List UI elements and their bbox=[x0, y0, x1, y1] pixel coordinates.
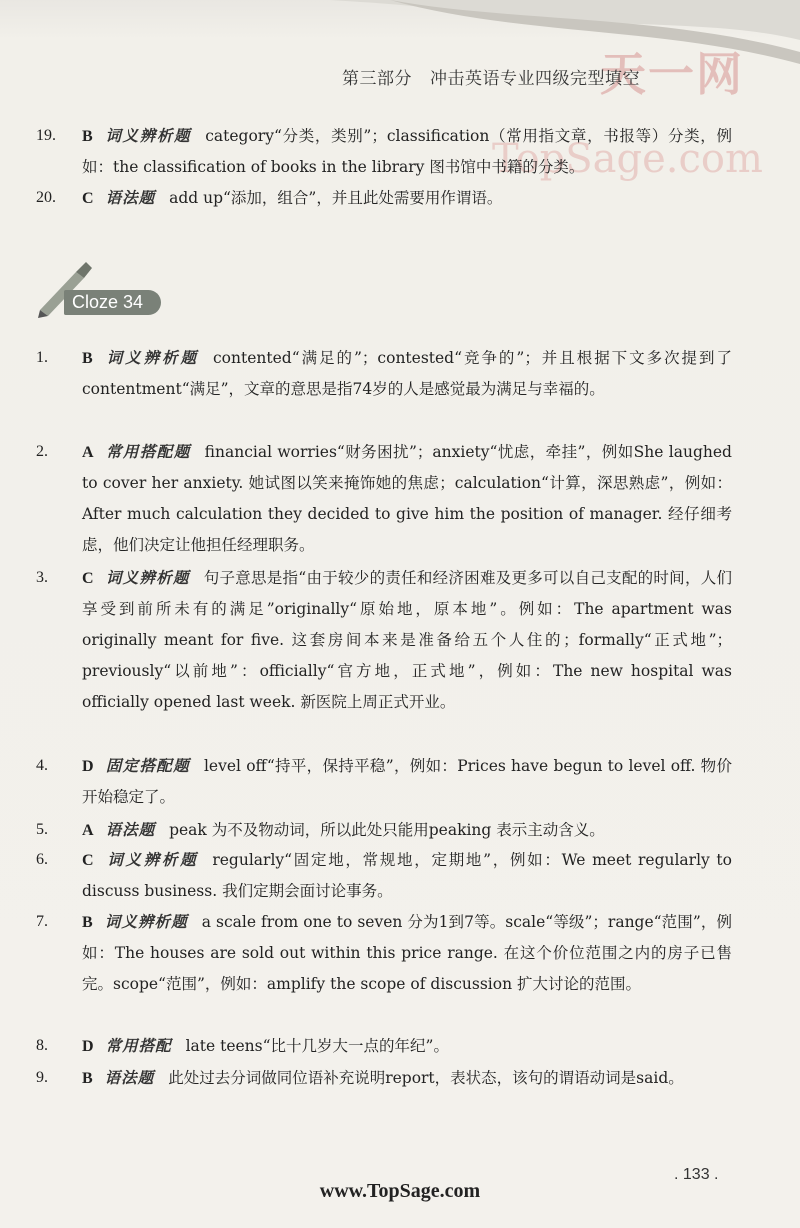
item-answer: D bbox=[82, 758, 94, 775]
header-part: 第三部分 bbox=[342, 69, 412, 89]
item-explanation: category“分类，类别”；classification（常用指文章，书报等）分类，例如：the classification of books in the library 图书馆中书籍的分类。 bbox=[82, 127, 732, 176]
item-explanation: financial worries“财务困扰”；anxiety“忧虑，牵挂”，例如She laughed to cover her anxiety. 她试图以笑来掩饰她的焦虑；calculation“计算，深思熟虑”，例如：After much calculation they decided to give him the position of manager. 经仔细考虑，他们决定让他担任经理职务。 bbox=[82, 443, 732, 554]
list-item bbox=[36, 750, 732, 813]
item-category: 常用搭配题 bbox=[105, 442, 191, 461]
item-category: 语法题 bbox=[104, 1068, 155, 1087]
item-explanation: a scale from one to seven 分为1到7等。scale“等级”；range“范围”，例如：The houses are sold out within this price range. 在这个价位范围之内的房子已售完。scope“范围”，例如：amplify the scope of discussion 扩大讨论的范围。 bbox=[82, 913, 732, 993]
item-answer: B bbox=[82, 350, 93, 367]
item-number: 3. bbox=[36, 569, 48, 586]
item-category: 词义辨析题 bbox=[104, 348, 199, 367]
list-item bbox=[36, 562, 732, 718]
item-category: 语法题 bbox=[105, 820, 156, 839]
item-category: 词义辨析题 bbox=[105, 568, 190, 587]
item-number: 8. bbox=[36, 1037, 48, 1054]
item-category: 词义辨析题 bbox=[105, 850, 199, 869]
list-item bbox=[36, 844, 732, 907]
item-number: 4. bbox=[36, 757, 48, 774]
item-category: 词义辨析题 bbox=[104, 126, 192, 145]
list-item bbox=[36, 436, 732, 561]
item-answer: B bbox=[82, 128, 93, 145]
item-category: 语法题 bbox=[105, 188, 156, 207]
list-item bbox=[36, 1062, 732, 1094]
page-number: . 133 . bbox=[674, 1166, 719, 1183]
watermark-logo: 天一网 bbox=[600, 47, 744, 101]
running-header bbox=[342, 64, 640, 89]
item-explanation: contented“满足的”；contested“竞争的”；并且根据下文多次提到了contentment“满足”，文章的意思是指74岁的人是感觉最为满足与幸福的。 bbox=[82, 349, 732, 398]
list-item bbox=[36, 814, 732, 846]
item-number: 7. bbox=[36, 913, 48, 930]
item-number: 1. bbox=[36, 349, 48, 366]
item-explanation: level off“持平，保持平稳”，例如：Prices have begun to level off. 物价开始稳定了。 bbox=[82, 757, 732, 806]
list-item bbox=[36, 1030, 732, 1062]
item-number: 5. bbox=[36, 821, 48, 838]
item-explanation: peak 为不及物动词，所以此处只能用peaking 表示主动含义。 bbox=[169, 821, 605, 839]
list-item bbox=[36, 906, 732, 1000]
item-answer: C bbox=[82, 852, 94, 869]
item-number: 9. bbox=[36, 1069, 48, 1086]
item-explanation: 此处过去分词做同位语补充说明report，表状态，该句的谓语动词是said。 bbox=[168, 1069, 684, 1087]
watermark-url: TopSage.com bbox=[492, 136, 763, 182]
item-explanation: late teens“比十几岁大一点的年纪”。 bbox=[185, 1037, 449, 1055]
footer-url[interactable]: www.TopSage.com bbox=[319, 1180, 481, 1202]
item-answer: A bbox=[82, 822, 94, 839]
item-answer: B bbox=[82, 914, 93, 931]
item-explanation: 句子意思是指“由于较少的责任和经济困难及更多可以自己支配的时间，人们享受到前所未有的满足”originally“原始地，原本地”。例如：The apartment was originally meant for five. 这套房间本来是准备给五个人住的；formally“正式地”；previously“以前地”：officially“官方地，正式地”，例如：The new hospital was officially opened last week. 新医院上周正式开业。 bbox=[82, 569, 732, 711]
item-number: 20. bbox=[36, 189, 56, 206]
item-category: 常用搭配 bbox=[105, 1036, 172, 1055]
item-explanation: add up“添加，组合”，并且此处需要用作谓语。 bbox=[169, 189, 503, 207]
list-item bbox=[36, 120, 732, 183]
item-number: 2. bbox=[36, 443, 48, 460]
item-answer: C bbox=[82, 570, 94, 587]
item-number: 6. bbox=[36, 851, 48, 868]
list-item bbox=[36, 182, 732, 214]
item-answer: B bbox=[82, 1070, 93, 1087]
item-category: 词义辨析题 bbox=[104, 912, 188, 931]
item-number: 19. bbox=[36, 127, 56, 144]
item-answer: D bbox=[82, 1038, 94, 1055]
list-item bbox=[36, 342, 732, 405]
header-title: 冲击英语专业四级完型填空 bbox=[430, 69, 640, 89]
item-explanation: regularly“固定地，常规地，定期地”，例如：We meet regularly to discuss business. 我们定期会面讨论事务。 bbox=[82, 851, 732, 900]
item-category: 固定搭配题 bbox=[105, 756, 190, 775]
section-title: Cloze 34 bbox=[64, 290, 161, 315]
item-answer: A bbox=[82, 444, 94, 461]
section-heading bbox=[36, 258, 186, 318]
item-answer: C bbox=[82, 190, 94, 207]
